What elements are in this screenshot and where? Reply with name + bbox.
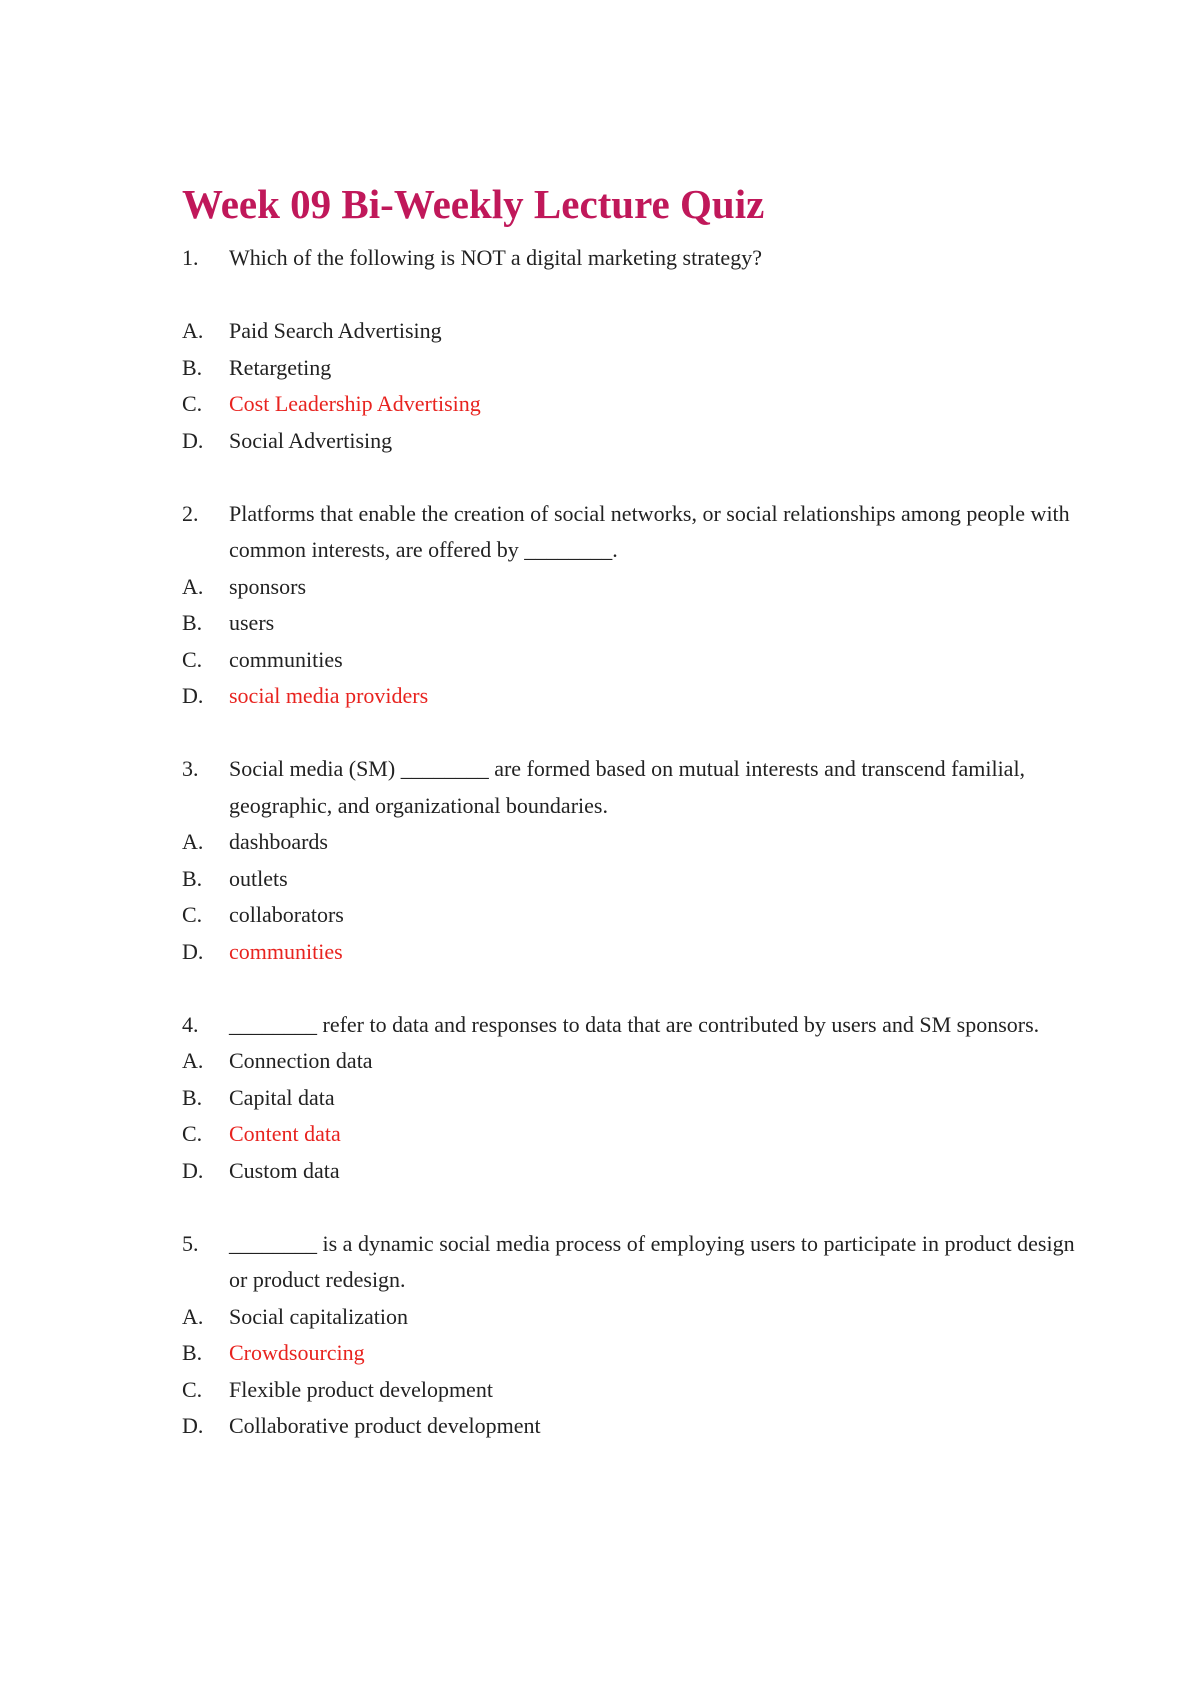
option-d xyxy=(182,423,1082,460)
option-text: collaborators xyxy=(229,902,344,927)
question-4 xyxy=(182,1007,1082,1190)
option-b xyxy=(182,861,1082,898)
question-3 xyxy=(182,751,1082,970)
question-stem xyxy=(182,1226,1082,1299)
option-letter: C. xyxy=(182,902,203,927)
option-text: communities xyxy=(229,938,343,964)
option-c xyxy=(182,1372,1082,1409)
question-number: 4. xyxy=(182,1011,199,1037)
question-text: Platforms that enable the creation of social networks, or social relationships among people with common interests, are offered by ________. xyxy=(229,500,1070,562)
option-a xyxy=(182,824,1082,861)
quiz-list xyxy=(182,240,1082,1445)
option-text: Content data xyxy=(229,1121,341,1146)
option-text: Custom data xyxy=(229,1157,340,1183)
option-b-correct-answer xyxy=(182,1335,1082,1372)
question-2 xyxy=(182,496,1082,715)
question-number: 1. xyxy=(182,245,199,270)
option-d-correct-answer xyxy=(182,934,1082,971)
option-text: Social Advertising xyxy=(229,427,393,453)
option-letter: D. xyxy=(182,683,204,708)
option-text: users xyxy=(229,610,275,635)
question-1 xyxy=(182,240,1082,459)
question-text: ________ is a dynamic social media process of employing users to participate in product design or product redesign. xyxy=(229,1230,1075,1292)
option-letter: C. xyxy=(182,1121,203,1146)
question-stem xyxy=(182,1007,1082,1044)
option-a xyxy=(182,1043,1082,1080)
option-a xyxy=(182,569,1082,606)
option-text: Flexible product development xyxy=(229,1376,493,1402)
question-stem xyxy=(182,240,1082,277)
question-number: 3. xyxy=(182,756,199,781)
option-text: Retargeting xyxy=(229,354,332,380)
option-d-correct-answer xyxy=(182,678,1082,715)
option-text: Collaborative product development xyxy=(229,1413,541,1438)
option-a xyxy=(182,313,1082,350)
option-letter: A. xyxy=(182,1048,204,1073)
option-d xyxy=(182,1408,1082,1445)
option-text: social media providers xyxy=(229,683,429,708)
option-text: dashboards xyxy=(229,829,328,854)
option-a xyxy=(182,1299,1082,1336)
option-b xyxy=(182,605,1082,642)
question-stem xyxy=(182,496,1082,569)
question-number: 5. xyxy=(182,1230,199,1256)
option-letter: B. xyxy=(182,354,203,380)
option-letter: C. xyxy=(182,646,203,672)
question-number: 2. xyxy=(182,500,199,526)
option-letter: B. xyxy=(182,1084,203,1110)
option-c-correct-answer xyxy=(182,386,1082,423)
option-c xyxy=(182,897,1082,934)
option-letter: B. xyxy=(182,610,203,635)
option-text: outlets xyxy=(229,865,288,891)
option-b xyxy=(182,1080,1082,1117)
quiz-page xyxy=(182,178,1082,1445)
question-5 xyxy=(182,1226,1082,1445)
option-letter: D. xyxy=(182,938,204,964)
option-b xyxy=(182,350,1082,387)
option-letter: B. xyxy=(182,865,203,891)
option-c xyxy=(182,642,1082,679)
option-letter: A. xyxy=(182,573,204,599)
option-letter: D. xyxy=(182,427,204,453)
option-text: Paid Search Advertising xyxy=(229,318,442,343)
option-text: Crowdsourcing xyxy=(229,1340,365,1365)
option-letter: A. xyxy=(182,318,204,343)
option-letter: B. xyxy=(182,1340,203,1365)
question-text: Which of the following is NOT a digital marketing strategy? xyxy=(229,245,762,270)
option-d xyxy=(182,1153,1082,1190)
question-stem xyxy=(182,751,1082,824)
option-letter: A. xyxy=(182,829,204,854)
option-letter: A. xyxy=(182,1303,204,1329)
option-text: communities xyxy=(229,646,343,672)
option-letter: C. xyxy=(182,1376,203,1402)
option-text: Cost Leadership Advertising xyxy=(229,391,481,416)
option-letter: C. xyxy=(182,391,203,416)
option-text: Capital data xyxy=(229,1084,335,1110)
option-text: Connection data xyxy=(229,1048,373,1073)
option-letter: D. xyxy=(182,1413,204,1438)
question-text: Social media (SM) ________ are formed based on mutual interests and transcend familial, geographic, and organizational boundaries. xyxy=(229,756,1026,818)
option-c-correct-answer xyxy=(182,1116,1082,1153)
question-text: ________ refer to data and responses to data that are contributed by users and SM sponsors. xyxy=(229,1011,1040,1037)
option-text: sponsors xyxy=(229,573,307,599)
option-text: Social capitalization xyxy=(229,1303,408,1329)
option-letter: D. xyxy=(182,1157,204,1183)
page-title: Week 09 Bi-Weekly Lecture Quiz xyxy=(182,181,765,227)
